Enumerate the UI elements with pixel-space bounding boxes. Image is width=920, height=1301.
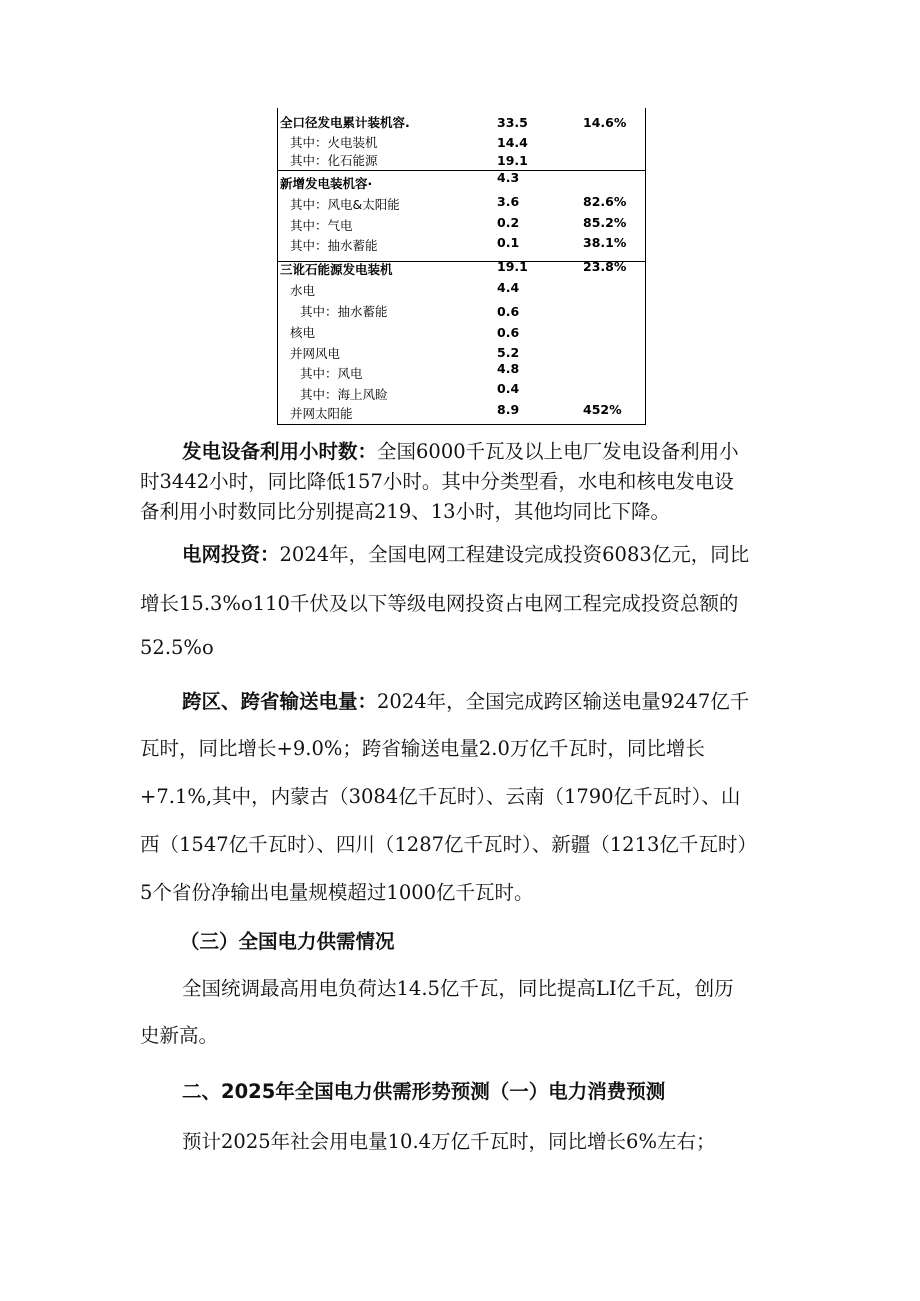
row-value: 4.4 <box>497 280 520 295</box>
row-label: 其中：海上风睑 <box>300 387 388 402</box>
row-value: 3.6 <box>497 194 520 209</box>
row-label: 其中：火电装机 <box>290 135 378 150</box>
paragraph-text: 5个省份净输出电量规模超过1000亿千瓦时。 <box>140 881 534 904</box>
paragraph-title: 跨区、跨省输送电量： <box>182 690 378 713</box>
row-label: 三讹石能源发电装机 <box>280 262 393 277</box>
table-row <box>278 282 645 300</box>
table-divider <box>278 170 645 171</box>
chapter-heading: 二、2025年全国电力供需形势预测（一）电力消费预测 <box>182 1080 666 1103</box>
paragraph-text: 2024年，全国电网工程建设完成投资6083亿元，同比 <box>279 543 750 566</box>
row-growth: 82.6% <box>583 194 627 209</box>
row-label: 并网风电 <box>290 346 341 361</box>
table-row <box>278 261 645 279</box>
paragraph-text: 西（1547亿千瓦时）、四川（1287亿千瓦时）、新疆（1213亿千瓦时） <box>140 833 757 856</box>
section-heading: （三）全国电力供需情况 <box>180 930 395 953</box>
paragraph-text: 备利用小时数同比分别提高219、13小时，其他均同比下降。 <box>140 500 671 523</box>
table-row <box>278 217 645 235</box>
table-row <box>278 134 645 152</box>
row-label: 其中：抽水蓄能 <box>290 238 378 253</box>
table-row <box>278 237 645 255</box>
paragraph-text: 预计2025年社会用电量10.4万亿千瓦时，同比增长6%左右； <box>182 1130 716 1153</box>
row-label: 其中：化石能源 <box>290 153 378 168</box>
table-row <box>278 152 645 170</box>
paragraph-text: 瓦时，同比增长+9.0%；跨省输送电量2.0万亿千瓦时，同比增长 <box>140 737 705 760</box>
paragraph-title: 发电设备利用小时数： <box>182 440 378 463</box>
row-growth: 452% <box>583 402 622 417</box>
row-label: 新增发电装机容· <box>280 176 373 191</box>
row-growth: 23.8% <box>583 259 627 274</box>
paragraph-text: 全国统调最高用电负荷达14.5亿千瓦，同比提高LI亿千瓦，创历 <box>182 977 734 1000</box>
paragraph-text: 2024年，全国完成跨区输送电量9247亿千 <box>377 690 750 713</box>
row-value: 33.5 <box>497 115 528 130</box>
row-value: 0.2 <box>497 215 520 230</box>
row-value: 19.1 <box>497 153 528 168</box>
table-row <box>278 345 645 363</box>
row-value: 5.2 <box>497 345 520 360</box>
table-row <box>278 114 645 132</box>
row-growth: 14.6% <box>583 115 627 130</box>
row-label: 水电 <box>290 283 316 298</box>
row-label: 其中：风电 <box>300 366 363 381</box>
paragraph-text: 全国6000千瓦及以上电厂发电设备利用小 <box>377 440 739 463</box>
row-value: 0.1 <box>497 235 520 250</box>
row-value: 4.8 <box>497 361 520 376</box>
table-row <box>278 324 645 342</box>
row-growth: 85.2% <box>583 215 627 230</box>
row-value: 0.4 <box>497 381 520 396</box>
paragraph-text: +7.1%,其中，内蒙古（3084亿千瓦时）、云南（1790亿千瓦时）、山 <box>140 785 741 808</box>
row-growth: 38.1% <box>583 235 627 250</box>
table-row <box>278 170 645 193</box>
paragraph-title: 电网投资： <box>182 543 280 566</box>
paragraph-text: 史新高。 <box>140 1024 219 1047</box>
row-label: 其中：气电 <box>290 218 353 233</box>
row-label: 全口径发电累计装机容. <box>280 115 410 130</box>
row-value: 19.1 <box>497 259 528 274</box>
row-value: 8.9 <box>497 402 520 417</box>
paragraph-text: 增长15.3%o110千伏及以下等级电网投资占电网工程完成投资总额的 <box>140 592 739 615</box>
table-row <box>278 402 645 423</box>
row-label: 其中：风电&太阳能 <box>290 197 400 212</box>
table-row <box>278 196 645 214</box>
row-label: 核电 <box>290 325 316 340</box>
paragraph-text: 52.5%o <box>140 636 214 659</box>
paragraph-text: 时3442小时，同比降低157小时。其中分类型看，水电和核电发电设 <box>140 470 734 493</box>
capacity-table <box>277 108 646 425</box>
row-label: 并网太阳能 <box>290 406 353 421</box>
row-value: 14.4 <box>497 135 528 150</box>
table-row <box>278 303 645 321</box>
row-value: 0.6 <box>497 304 520 319</box>
row-value: 0.6 <box>497 325 520 340</box>
table-row <box>278 361 645 383</box>
row-label: 其中：抽水蓄能 <box>300 304 388 319</box>
row-value: 4.3 <box>497 170 520 185</box>
